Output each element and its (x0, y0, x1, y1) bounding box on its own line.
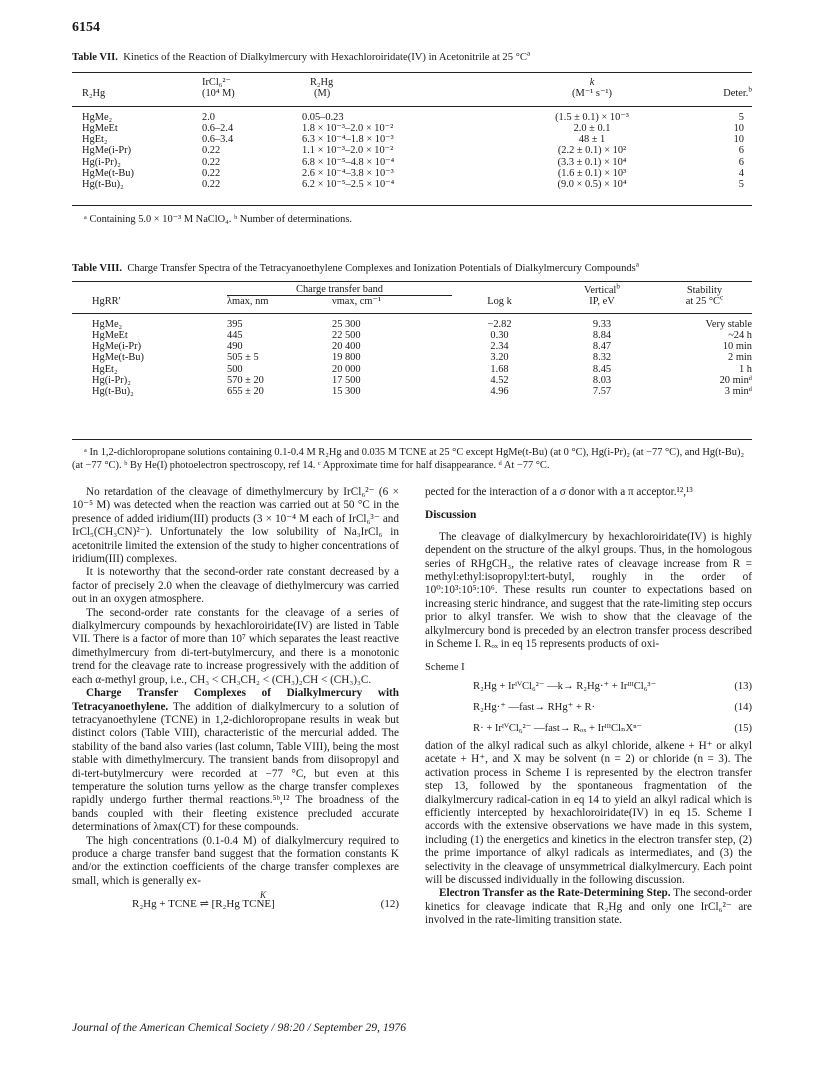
left-para-5: The high concentrations (0.1-0.4 M) of dialkylmercury required to produce a charge transfer band suggest that the formation constants K and/or the extinction coefficients of the charge transfer complexes are small, which is generally ex- (72, 834, 399, 887)
table8-cell: 8.32 (592, 352, 612, 364)
table8-header-hgrr: HgRR′ (92, 296, 121, 308)
table8-header-nu: νmax, cm⁻¹ (332, 296, 382, 308)
table8-cell: HgMeEt (92, 329, 128, 341)
page-number: 6154 (72, 20, 100, 35)
table8-cell: 445 (227, 329, 243, 341)
table8-cell: HgMe(t-Bu) (92, 352, 144, 364)
table7-cell: 2.0 ± 0.1 (573, 122, 611, 134)
table7-cell: (1.5 ± 0.1) × 10⁻³ (555, 111, 629, 123)
table7-cell: 6 (738, 156, 744, 168)
table8-cell: 8.47 (592, 341, 612, 353)
table8-cell: 7.57 (592, 386, 612, 398)
table8-cell: −2.82 (487, 318, 512, 330)
scheme-equation-number: (15) (734, 722, 752, 734)
table8-cell: 9.33 (592, 318, 612, 330)
left-para-4-heading: Charge Transfer Complexes of Dialkylmercury with Tetracyanoethylene. (72, 687, 399, 713)
table7-cell: 0.6–3.4 (202, 134, 234, 146)
table7-cell: 6.2 × 10⁻⁵–2.5 × 10⁻⁴ (302, 179, 395, 191)
table7-cell: HgEt₂ (82, 134, 108, 146)
table8-cell: 25 300 (332, 318, 361, 330)
table8-caption-text: Charge Transfer Spectra of the Tetracyanoethylene Complexes and Ionization Potentials of Dialkylmercury Compounds (127, 263, 636, 274)
table8-header-stability: Stability (686, 284, 723, 296)
journal-footer: Journal of the American Chemical Society / 98:20 / September 29, 1976 (72, 1021, 407, 1034)
table7-cell: HgMeEt (82, 122, 118, 134)
table8-cell: 20 minᵈ (719, 375, 752, 387)
table7-header-conc: R₂Hg (M) (310, 77, 334, 100)
table8-cell: 8.45 (592, 363, 612, 375)
table8-cell: ~24 h (728, 329, 752, 341)
equation-12-constant: K (260, 890, 267, 901)
table7-top-rule (72, 72, 752, 73)
table7-cell: (9.0 × 0.5) × 10⁴ (557, 179, 627, 191)
table8-row (72, 375, 752, 386)
table7-cell: 0.6–2.4 (202, 122, 234, 134)
table7-row (72, 179, 752, 190)
table7-cell: Hg(t-Bu)₂ (82, 179, 124, 191)
table7-caption-text: Kinetics of the Reaction of Dialkylmercury with Hexachloroiridate(IV) in Acetonitrile at 25 °C (123, 52, 527, 63)
table7-cell: (2.2 ± 0.1) × 10² (557, 145, 627, 157)
table8-cell: 1.68 (490, 363, 509, 375)
left-para-3: The second-order rate constants for the cleavage of a series of dialkylmercury compounds by hexachloroiridate(IV) are listed in Table VII. There is a factor of more than 10⁷ which separates the least reactive dimethylmercury from di-tert-butylmercury, and there is a monotonic trend for the cleavage rate to increase progressively with the addition of each α-methyl group, i.e., CH₃ < CH₃CH₂ < (CH₃)₂CH < (CH₃)₃C. (72, 606, 399, 686)
table7-cell: 2.0 (202, 111, 215, 123)
equation-12 (72, 890, 399, 916)
right-para-3 (425, 887, 752, 927)
table8 (72, 284, 752, 398)
table7-cell: 1.8 × 10⁻³–2.0 × 10⁻² (302, 122, 394, 134)
table8-label: Table VIII. (72, 263, 123, 274)
table8-caption (72, 259, 752, 275)
table7-cell: 5 (738, 179, 744, 191)
scheme-1 (425, 677, 752, 740)
table8-cell: HgEt₂ (92, 363, 118, 375)
table8-row (72, 364, 752, 375)
table7-row (72, 112, 752, 123)
table7-caption (72, 48, 752, 64)
left-para-1: No retardation of the cleavage of dimethylmercury by IrCl₆²⁻ (6 × 10⁻⁵ M) was detected when the reaction was carried out at 50 °C in the presence of added iridium(III) products (3 × 10⁻⁴ M each of IrCl₆³⁻ and IrCl₅(CH₃CN)²⁻). Unfortunately the low solubility of Na₃IrCl₆ in acetonitrile limited the extension of the study to higher concentrations of iridium(III) complexes. (72, 486, 399, 566)
scheme-equation-number: (14) (734, 701, 752, 713)
table8-header-lambda: λmax, nm (227, 296, 269, 308)
table7-caption-mark: a (526, 48, 531, 58)
table8-header-group: Charge transfer band (227, 284, 452, 296)
scheme-equation-number: (13) (734, 680, 752, 692)
table7-cell: 10 (733, 134, 744, 146)
table8-cell: 2 min (728, 352, 752, 364)
table8-cell: 22 500 (332, 329, 361, 341)
table7-cell: 0.22 (202, 168, 221, 180)
equation-12-body: R₂Hg + TCNE ⇌ [R₂Hg TCNE] (132, 898, 275, 911)
table7-cell: 2.6 × 10⁻⁴–3.8 × 10⁻³ (302, 168, 394, 180)
table8-row (72, 352, 752, 363)
table8-header-row1 (72, 284, 752, 296)
table7-row (72, 123, 752, 134)
table8-cell: 395 (227, 318, 243, 330)
scheme-title: Scheme I (425, 662, 465, 674)
table7-cell: HgMe₂ (82, 111, 113, 123)
table7-cell: (3.3 ± 0.1) × 10⁴ (557, 156, 627, 168)
left-column (72, 486, 399, 916)
table7-cell: 4 (738, 168, 744, 180)
scheme-equation-body: R· + IrᴵⱽCl₆²⁻ —fast→ Rₒₓ + IrᴵᴵᴵClₙXⁿ⁻ (473, 722, 643, 734)
table8-top-rule (72, 281, 752, 282)
table8-cell: 15 300 (332, 386, 361, 398)
table7-cell: (1.6 ± 0.1) × 10³ (557, 168, 627, 180)
table7-cell: 5 (738, 111, 744, 123)
left-para-4 (72, 687, 399, 834)
scheme-equation (425, 698, 752, 719)
table8-caption-mark: a (635, 259, 640, 269)
table8-cell: 655 ± 20 (227, 386, 264, 398)
table8-header-ip: IP, eV (589, 296, 615, 308)
table8-cell: 20 000 (332, 363, 361, 375)
discussion-heading: Discussion (425, 509, 477, 522)
scheme-equation-body: R₂Hg + IrᴵⱽCl₆²⁻ —k→ R₂Hg·⁺ + IrᴵᴵᴵCl₆³⁻ (473, 680, 657, 692)
table7-cell: HgMe(i-Pr) (82, 145, 132, 157)
table8-row (72, 319, 752, 330)
table8-cell: 4.96 (490, 386, 509, 398)
table8-cell: 19 800 (332, 352, 361, 364)
table7-header-row (72, 77, 752, 100)
table7-label: Table VII. (72, 52, 118, 63)
table8-cell: 10 min (722, 341, 752, 353)
table8-cell: 0.30 (490, 329, 509, 341)
scheme-equation (425, 677, 752, 698)
right-para-2: dation of the alkyl radical such as alkyl chloride, alkene + H⁺ or alkyl acetate + H⁺, and X may be solvent (n = 2) or chloride (n = 3). The activation process in Scheme I is represented by the electron transfer step 13, followed by the spontaneous fragmentation of the dialkylmercury radical-cation in eq 14 to yield an alkyl radical which is efficiently intercepted by hexachloroiridate(IV) in eq 15. Scheme I accords with the extensive observations we have made in this system, including (1) the energetics and kinetics in the electron transfer step, (2) the prime importance of alkyl radicals as intermediates, and (3) the selectivity in the cleavage of unsymmetrical dialkylmercury. Each point will be discussed individually in the following discussion. (425, 739, 752, 886)
table7-cell: 6 (738, 145, 744, 157)
table8-cell: 570 ± 20 (227, 375, 264, 387)
table7-cell: 6.8 × 10⁻⁵–4.8 × 10⁻⁴ (302, 156, 395, 168)
right-para-1: The cleavage of dialkylmercury by hexachloroiridate(IV) is highly dependent on the structure of the alkyl groups. Thus, in the homologous series of RHgCH₃, the relative rates of cleavage increase from R = methyl:ethyl:isopropyl:tert-butyl, roughly in the order of 10⁰:10³:10⁵:10⁶. These results run counter to expectations based on increasing steric hindrance, and suggest that the rate-limiting step occurs prior to alkyl transfer. We wish to show that the cleavage of the alkylmercury bond is preceded by an electron transfer process described in Scheme I. Rₒₓ in eq 15 represents products of oxi- (425, 530, 752, 651)
table8-cell: 4.52 (490, 375, 509, 387)
table8-cell: 3 minᵈ (724, 386, 752, 398)
table7-footnote: ᵃ Containing 5.0 × 10⁻³ M NaClO₄. ᵇ Number of determinations. (84, 214, 353, 225)
table7-row (72, 134, 752, 145)
table7-header-k: k (M⁻¹ s⁻¹) (572, 77, 612, 100)
equation-12-number: (12) (380, 898, 399, 911)
table8-cell: 505 ± 5 (227, 352, 259, 364)
right-column (425, 486, 752, 928)
table7-row (72, 168, 752, 179)
table8-cell: 17 500 (332, 375, 361, 387)
table8-row (72, 330, 752, 341)
right-para-3-text: The second-order kinetics for cleavage indicate that R₂Hg and only one IrCl₆²⁻ are involved in the rate-limiting transition state. (425, 887, 752, 927)
table8-cell: HgMe₂ (92, 318, 123, 330)
table7-row (72, 157, 752, 168)
table7-cell: 0.22 (202, 145, 221, 157)
table7-cell: HgMe(t-Bu) (82, 168, 134, 180)
table8-cell: Hg(i-Pr)₂ (92, 375, 131, 387)
table7-row (72, 145, 752, 156)
left-para-4-text: The addition of dialkylmercury to a solution of tetracyanoethylene (TCNE) in 1,2-dichloropropane results in weak but distinct colors (Table VIII), characteristic of the mercurial added. The stability of the band also varies (last column, Table VIII), being the most stable with dimethylmercury. The transient bands from diisopropyl and di-tert-butylmercury were recorded at −77 °C, but even at this temperature the solution turns yellow as the charge transfer complexes rapidly undergo further thermal reactions.⁵ᵇ,¹² The broadness of the bands coupled with their fleeting existence precluded accurate determinations of λmax(CT) for these compounds. (72, 700, 399, 834)
table8-header-at25: at 25 $^\circ C^c$ (685, 293, 724, 308)
table8-cell: 8.03 (592, 375, 612, 387)
table7-cell: 1.1 × 10⁻³–2.0 × 10⁻² (302, 145, 394, 157)
table7-header-r2hg: R₂Hg (82, 88, 106, 100)
table8-cell: 500 (227, 363, 243, 375)
table8-header-vertical: Vertical$^b$ (584, 282, 620, 296)
table7-header-deter: Deter.$^b$ (723, 85, 752, 100)
table8-cell: Hg(t-Bu)₂ (92, 386, 134, 398)
table8-cell: 1 h (739, 363, 752, 375)
table8-cell: 8.84 (592, 329, 612, 341)
scheme-equation-body: R₂Hg·⁺ —fast→ RHg⁺ + R· (473, 701, 596, 713)
table8-row (72, 386, 752, 397)
table7-header-ircl6: IrCl₆²⁻ (10⁴ M) (202, 77, 235, 100)
right-para-3-heading: Electron Transfer as the Rate-Determining Step. (439, 887, 671, 900)
table8-footnote: ᵃ In 1,2-dichloropropane solutions containing 0.1-0.4 M R₂Hg and 0.035 M TCNE at 25 °C except HgMe(t-Bu) (at 0 °C), Hg(i-Pr)₂ (at −77 °C), and Hg(t-Bu)₂ (at −77 °C). ᵇ By He(I) photoelectron spectroscopy, ref 14. ᶜ Approximate time for half disappearance. ᵈ At −77 °C. (72, 447, 745, 471)
table8-cell: 3.20 (490, 352, 509, 364)
table8-cell: 20 400 (332, 341, 361, 353)
table8-cell: HgMe(i-Pr) (92, 341, 142, 353)
table8-header-logk: Log k (487, 296, 512, 308)
table8-header-row2 (72, 296, 752, 308)
table8-row (72, 341, 752, 352)
table7-cell: Hg(i-Pr)₂ (82, 156, 121, 168)
table8-cell: Very stable (705, 318, 752, 330)
right-para-0: pected for the interaction of a σ donor with a π acceptor.¹²,¹³ (425, 486, 693, 498)
table8-cell: 490 (227, 341, 243, 353)
table7-cell: 10 (733, 122, 744, 134)
table7-cell: 0.22 (202, 179, 221, 191)
table8-cell: 2.34 (490, 341, 509, 353)
table7 (72, 77, 752, 191)
table7-cell: 0.22 (202, 156, 221, 168)
table8-bottom-rule (72, 439, 752, 440)
table7-cell: 48 ± 1 (578, 134, 606, 146)
table7-cell: 0.05–0.23 (302, 111, 344, 123)
scheme-equation (425, 719, 752, 740)
left-para-2: It is noteworthy that the second-order rate constant decreased by a factor of precisely 2.0 when the cleavage of diethylmercury was carried out in an oxygen atmosphere. (72, 566, 399, 606)
table7-bottom-rule (72, 205, 752, 206)
table7-cell: 6.3 × 10⁻⁴–1.8 × 10⁻³ (302, 134, 394, 146)
